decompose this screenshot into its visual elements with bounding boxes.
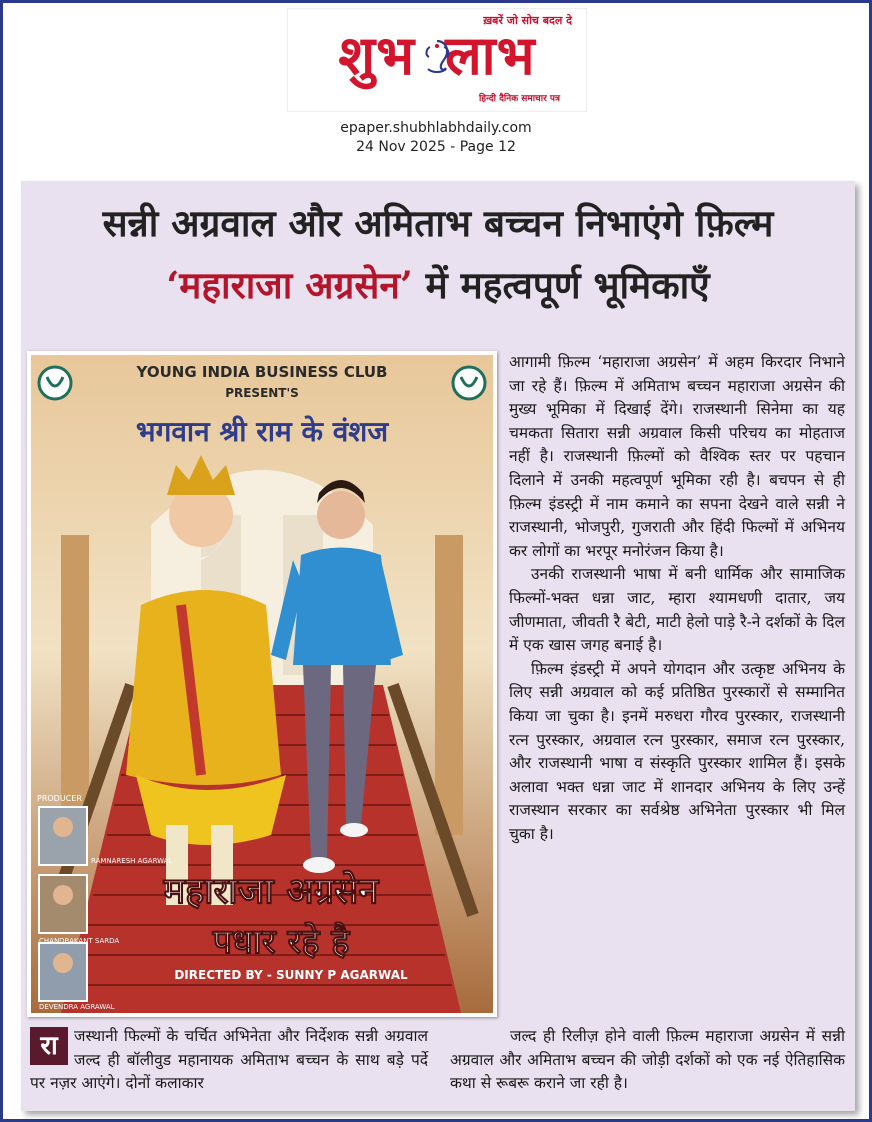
poster-club: YOUNG INDIA BUSINESS CLUB (136, 363, 388, 381)
poster-title-1: महाराजा अग्रसेन (163, 871, 379, 912)
article-paragraph-2: उनकी राजस्थानी भाषा में बनी धार्मिक और सामाजिक फिल्मों-भक्त धन्ना जाट, म्हारा श्यामधणी दातार, जय जीणमाता, जीवती रै बेटी, माटी हेलो पाड़े रै-ने दर्शकों के दिल में एक खास जगह बनाई है। (509, 565, 845, 655)
ganesh-icon (420, 37, 454, 77)
poster-title-2: पधार रहे है (212, 922, 350, 962)
poster-art (31, 355, 493, 1013)
brand-left: शुभ (338, 23, 416, 87)
source-url[interactable]: epaper.shubhlabhdaily.com (340, 120, 532, 136)
masthead-logo[interactable] (287, 8, 587, 112)
headline-line-2 (21, 261, 855, 309)
poster-credit-1: RAMNARESH AGARWAL (91, 857, 173, 865)
masthead-subtitle: हिन्दी दैनिक समाचार पत्र (478, 94, 560, 104)
poster-credit-producer: PRODUCER (37, 794, 82, 803)
film-poster (27, 351, 497, 1017)
article-left-column (30, 1025, 428, 1096)
poster-banner: भगवान श्री राम के वंशज (135, 415, 389, 448)
source-date-page: 24 Nov 2025 - Page 12 (356, 139, 516, 155)
masthead-tagline: ख़बरें जो सोच बदल दे (483, 14, 572, 27)
poster-credit-2: CHANDRAKANT SARDA (39, 937, 120, 945)
article-left-text: जस्थानी फिल्मों के चर्चित अभिनेता और निर्देशक सन्नी अग्रवाल जल्द ही बॉलीवुड महानायक अमिताभ बच्चन के साथ बड़े पर्दे पर नज़र आएंगे। दोनों कलाकार (30, 1027, 428, 1093)
headline-line-2-rest: में महत्वपूर्ण भूमिकाएँ (412, 263, 710, 307)
poster-director: DIRECTED BY - SUNNY P AGARWAL (174, 968, 408, 982)
article-bottom-right (450, 1025, 845, 1096)
article-right-column (509, 351, 845, 846)
headline-film-title: ‘महाराजा अग्रसेन’ (166, 263, 413, 307)
headline-line-1: सन्नी अग्रवाल और अमिताभ बच्चन निभाएंगे फ़िल्म (102, 201, 774, 245)
article-paragraph-4: जल्द ही रिलीज़ होने वाली फ़िल्म महाराजा अग्रसेन में सन्नी अग्रवाल और अमिताभ बच्चन की जोड़ी दर्शकों को एक नई ऐतिहासिक कथा से रूबरू कराने जा रही है। (450, 1027, 845, 1093)
article-paragraph-3: फ़िल्म इंडस्ट्री में अपने योगदान और उत्कृष्ट अभिनय के लिए सन्नी अग्रवाल को कई प्रतिष्ठित पुरस्कारों से सम्मानित किया जा चुका है। इनमें मरुधरा गौरव पुरस्कार, राजस्थानी रत्न पुरस्कार, अग्रवाल रत्न पुरस्कार, समाज रत्न पुरस्कार, और राजस्थानी भाषा व संस्कृति पुरस्कार शामिल हैं। इसके अलावा भक्त धन्ना जाट में शानदार अभिनय के लिए उन्हें राजस्थान सरकार का सर्वश्रेष्ठ अभिनेता पुरस्कार भी मिल चुका है। (509, 659, 845, 843)
article-paragraph-1: आगामी फ़िल्म ‘महाराजा अग्रसेन’ में अहम किरदार निभाने जा रहे हैं। फ़िल्म में अमिताभ बच्चन महाराजा अग्रसेन की मुख्य भूमिका में दिखाई देंगे। राजस्थानी सिनेमा का यह चमकता सितारा सन्नी अग्रवाल किसी परिचय का मोहताज नहीं है। राजस्थानी फ़िल्मों को वैश्विक स्तर पर पहचान दिलाने में उनकी महत्वपूर्ण भूमिका रही है। बचपन से ही फ़िल्म इंडस्ट्री में नाम कमाने का सपना देखने वाले सन्नी ने राजस्थानी, भोजपुरी, गुजराती और हिंदी फिल्मों में अभिनय कर लोगों का भरपूर मनोरंजन किया है। (509, 353, 845, 560)
article-dropcap: रा (30, 1027, 68, 1065)
poster-presents: PRESENT'S (225, 386, 299, 400)
poster-credit-3: DEVENDRA AGRAWAL (39, 1003, 115, 1011)
brand-right: लाभ (445, 23, 536, 87)
